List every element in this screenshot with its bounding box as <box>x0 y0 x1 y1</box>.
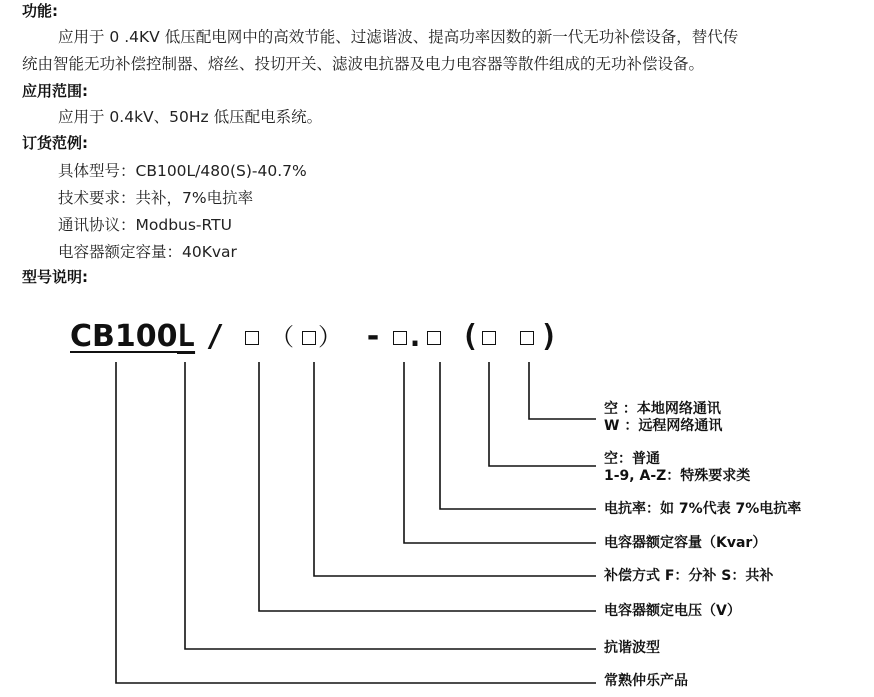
model-paren-close-cn: ） <box>318 323 342 351</box>
model-slash: / <box>206 319 225 354</box>
model-desc-heading: 型号说明: <box>22 268 88 286</box>
type-connector <box>185 362 596 649</box>
label-special-normal: 空：普通 <box>604 451 660 467</box>
order-protocol: 通讯协议：Modbus-RTU <box>58 216 232 234</box>
label-capacity: 电容器额定容量（Kvar） <box>604 535 767 551</box>
model-paren-close: ) <box>540 319 559 354</box>
label-comm-remote: W ：远程网络通讯 <box>604 418 723 434</box>
compensation-connector <box>314 362 596 576</box>
label-product: 常熟仲乐产品 <box>604 673 688 689</box>
label-comm-local: 空 ：本地网络通讯 <box>604 401 721 417</box>
scope-heading: 应用范围: <box>22 82 88 100</box>
product-connector <box>116 362 596 683</box>
model-dot: . <box>406 319 425 354</box>
capacity-connector <box>404 362 596 543</box>
function-heading: 功能: <box>22 2 58 20</box>
function-text-line2: 统由智能无功补偿控制器、熔丝、投切开关、滤波电抗器及电力电容器等散件组成的无功补偿设备。 <box>22 55 705 73</box>
scope-text: 应用于 0.4kV、50Hz 低压配电系统。 <box>58 108 323 126</box>
model-dash: - <box>364 319 383 354</box>
order-model: 具体型号：CB100L/480(S)-40.7% <box>58 162 307 180</box>
model-paren-open: ( <box>461 319 480 354</box>
order-capacity: 电容器额定容量：40Kvar <box>58 243 237 261</box>
model-prefix: CB100 <box>70 319 178 354</box>
voltage-connector <box>259 362 596 611</box>
comm-connector <box>529 362 596 419</box>
order-heading: 订货范例: <box>22 134 88 152</box>
model-series: L <box>177 319 196 354</box>
reactance-connector <box>440 362 596 509</box>
label-reactance: 电抗率：如 7%代表 7%电抗率 <box>604 501 802 517</box>
label-voltage: 电容器额定电压（V） <box>604 603 741 619</box>
label-special-custom: 1-9, A-Z：特殊要求类 <box>604 468 751 484</box>
order-tech: 技术要求：共补，7%电抗率 <box>58 189 254 207</box>
label-type: 抗谐波型 <box>604 640 660 656</box>
label-compensation: 补偿方式 F：分补 S：共补 <box>604 568 774 584</box>
special-connector <box>489 362 596 466</box>
function-text-line1: 应用于 0 .4KV 低压配电网中的高效节能、过滤谐波、提高功率因数的新一代无功补偿设备，替代传 <box>58 28 739 46</box>
model-paren-open-cn: （ <box>270 323 294 351</box>
